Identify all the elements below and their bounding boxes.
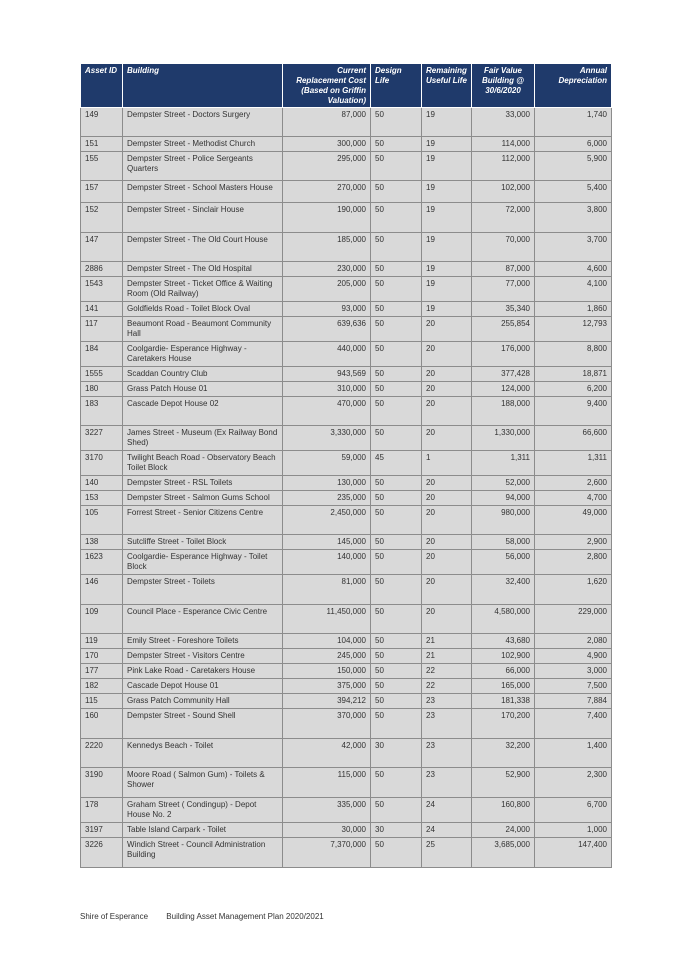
table-row <box>81 426 612 451</box>
cell-replacement-cost: 59,000 <box>283 451 371 476</box>
cell-remaining-life: 1 <box>422 451 472 476</box>
cell-fair-value: 170,200 <box>472 709 535 739</box>
cell-fair-value: 52,900 <box>472 768 535 798</box>
cell-design-life: 50 <box>371 108 422 137</box>
cell-building: Beaumont Road - Beaumont Community Hall <box>123 317 283 342</box>
cell-annual-depreciation: 5,900 <box>535 152 612 181</box>
cell-replacement-cost: 150,000 <box>283 664 371 679</box>
cell-annual-depreciation: 2,900 <box>535 535 612 550</box>
cell-design-life: 50 <box>371 535 422 550</box>
cell-replacement-cost: 145,000 <box>283 535 371 550</box>
col-header-building: Building <box>123 64 283 108</box>
cell-fair-value: 33,000 <box>472 108 535 137</box>
cell-replacement-cost: 205,000 <box>283 277 371 302</box>
cell-design-life: 50 <box>371 575 422 605</box>
cell-fair-value: 181,338 <box>472 694 535 709</box>
cell-asset-id: 141 <box>81 302 123 317</box>
table-row <box>81 302 612 317</box>
table-row <box>81 575 612 605</box>
table-row <box>81 506 612 535</box>
cell-design-life: 50 <box>371 768 422 798</box>
cell-building: Moore Road ( Salmon Gum) - Toilets & Shower <box>123 768 283 798</box>
cell-design-life: 50 <box>371 397 422 426</box>
cell-design-life: 45 <box>371 451 422 476</box>
cell-replacement-cost: 130,000 <box>283 476 371 491</box>
cell-asset-id: 140 <box>81 476 123 491</box>
cell-replacement-cost: 93,000 <box>283 302 371 317</box>
cell-remaining-life: 21 <box>422 649 472 664</box>
cell-remaining-life: 20 <box>422 535 472 550</box>
table-row <box>81 694 612 709</box>
cell-remaining-life: 24 <box>422 823 472 838</box>
cell-building: Scaddan Country Club <box>123 367 283 382</box>
cell-remaining-life: 19 <box>422 152 472 181</box>
cell-building: Goldfields Road - Toilet Block Oval <box>123 302 283 317</box>
table-row <box>81 535 612 550</box>
cell-remaining-life: 22 <box>422 664 472 679</box>
cell-asset-id: 160 <box>81 709 123 739</box>
cell-building: Table Island Carpark - Toilet <box>123 823 283 838</box>
table-row <box>81 476 612 491</box>
cell-remaining-life: 20 <box>422 426 472 451</box>
cell-replacement-cost: 87,000 <box>283 108 371 137</box>
table-row <box>81 317 612 342</box>
cell-design-life: 50 <box>371 506 422 535</box>
cell-remaining-life: 19 <box>422 181 472 203</box>
cell-annual-depreciation: 2,080 <box>535 634 612 649</box>
cell-remaining-life: 19 <box>422 203 472 233</box>
cell-building: Windich Street - Council Administration Building <box>123 838 283 868</box>
cell-design-life: 50 <box>371 634 422 649</box>
table-row <box>81 137 612 152</box>
cell-asset-id: 170 <box>81 649 123 664</box>
cell-design-life: 50 <box>371 277 422 302</box>
cell-annual-depreciation: 12,793 <box>535 317 612 342</box>
cell-design-life: 30 <box>371 739 422 768</box>
cell-design-life: 50 <box>371 317 422 342</box>
cell-annual-depreciation: 1,000 <box>535 823 612 838</box>
cell-design-life: 50 <box>371 476 422 491</box>
cell-replacement-cost: 115,000 <box>283 768 371 798</box>
cell-annual-depreciation: 1,400 <box>535 739 612 768</box>
cell-fair-value: 188,000 <box>472 397 535 426</box>
cell-asset-id: 180 <box>81 382 123 397</box>
cell-replacement-cost: 270,000 <box>283 181 371 203</box>
cell-building: Grass Patch Community Hall <box>123 694 283 709</box>
cell-design-life: 50 <box>371 302 422 317</box>
cell-building: Dempster Street - Sinclair House <box>123 203 283 233</box>
cell-replacement-cost: 7,370,000 <box>283 838 371 868</box>
col-header-asset-id: Asset ID <box>81 64 123 108</box>
cell-annual-depreciation: 7,500 <box>535 679 612 694</box>
cell-asset-id: 3190 <box>81 768 123 798</box>
cell-remaining-life: 20 <box>422 397 472 426</box>
cell-building: Sutcliffe Street - Toilet Block <box>123 535 283 550</box>
cell-replacement-cost: 235,000 <box>283 491 371 506</box>
cell-design-life: 50 <box>371 233 422 262</box>
cell-building: Grass Patch House 01 <box>123 382 283 397</box>
cell-asset-id: 138 <box>81 535 123 550</box>
cell-building: Council Place - Esperance Civic Centre <box>123 605 283 634</box>
cell-replacement-cost: 42,000 <box>283 739 371 768</box>
page-footer <box>80 912 324 921</box>
table-row <box>81 277 612 302</box>
cell-asset-id: 183 <box>81 397 123 426</box>
cell-fair-value: 32,200 <box>472 739 535 768</box>
cell-design-life: 50 <box>371 798 422 823</box>
cell-remaining-life: 20 <box>422 476 472 491</box>
cell-asset-id: 182 <box>81 679 123 694</box>
cell-remaining-life: 20 <box>422 550 472 575</box>
cell-remaining-life: 20 <box>422 342 472 367</box>
table-row <box>81 181 612 203</box>
cell-remaining-life: 21 <box>422 634 472 649</box>
cell-asset-id: 105 <box>81 506 123 535</box>
cell-building: Dempster Street - Doctors Surgery <box>123 108 283 137</box>
table-row <box>81 262 612 277</box>
cell-fair-value: 1,311 <box>472 451 535 476</box>
cell-asset-id: 115 <box>81 694 123 709</box>
cell-asset-id: 157 <box>81 181 123 203</box>
cell-replacement-cost: 440,000 <box>283 342 371 367</box>
cell-replacement-cost: 375,000 <box>283 679 371 694</box>
table-row <box>81 634 612 649</box>
cell-design-life: 50 <box>371 382 422 397</box>
cell-building: Dempster Street - Police Sergeants Quarters <box>123 152 283 181</box>
cell-design-life: 50 <box>371 137 422 152</box>
cell-remaining-life: 20 <box>422 506 472 535</box>
cell-annual-depreciation: 4,700 <box>535 491 612 506</box>
cell-building: Emily Street - Foreshore Toilets <box>123 634 283 649</box>
cell-replacement-cost: 104,000 <box>283 634 371 649</box>
cell-annual-depreciation: 6,200 <box>535 382 612 397</box>
cell-asset-id: 2220 <box>81 739 123 768</box>
cell-replacement-cost: 394,212 <box>283 694 371 709</box>
cell-asset-id: 149 <box>81 108 123 137</box>
cell-fair-value: 102,900 <box>472 649 535 664</box>
cell-replacement-cost: 30,000 <box>283 823 371 838</box>
cell-design-life: 50 <box>371 426 422 451</box>
cell-design-life: 50 <box>371 181 422 203</box>
cell-annual-depreciation: 2,800 <box>535 550 612 575</box>
cell-annual-depreciation: 4,900 <box>535 649 612 664</box>
cell-asset-id: 117 <box>81 317 123 342</box>
cell-replacement-cost: 295,000 <box>283 152 371 181</box>
cell-replacement-cost: 335,000 <box>283 798 371 823</box>
cell-asset-id: 177 <box>81 664 123 679</box>
cell-design-life: 50 <box>371 649 422 664</box>
cell-remaining-life: 23 <box>422 709 472 739</box>
cell-design-life: 50 <box>371 491 422 506</box>
cell-annual-depreciation: 9,400 <box>535 397 612 426</box>
cell-remaining-life: 19 <box>422 302 472 317</box>
cell-replacement-cost: 310,000 <box>283 382 371 397</box>
table-row <box>81 739 612 768</box>
cell-remaining-life: 20 <box>422 367 472 382</box>
cell-remaining-life: 19 <box>422 108 472 137</box>
cell-building: Pink Lake Road - Caretakers House <box>123 664 283 679</box>
cell-building: Coolgardie- Esperance Highway - Caretakers House <box>123 342 283 367</box>
cell-annual-depreciation: 5,400 <box>535 181 612 203</box>
cell-annual-depreciation: 49,000 <box>535 506 612 535</box>
col-header-remaining-life: Remaining Useful Life <box>422 64 472 108</box>
cell-remaining-life: 23 <box>422 739 472 768</box>
cell-fair-value: 176,000 <box>472 342 535 367</box>
cell-replacement-cost: 140,000 <box>283 550 371 575</box>
cell-fair-value: 66,000 <box>472 664 535 679</box>
cell-fair-value: 112,000 <box>472 152 535 181</box>
cell-design-life: 50 <box>371 262 422 277</box>
cell-annual-depreciation: 6,700 <box>535 798 612 823</box>
cell-annual-depreciation: 2,300 <box>535 768 612 798</box>
cell-annual-depreciation: 6,000 <box>535 137 612 152</box>
cell-remaining-life: 20 <box>422 605 472 634</box>
cell-fair-value: 35,340 <box>472 302 535 317</box>
cell-fair-value: 72,000 <box>472 203 535 233</box>
table-body <box>81 108 612 868</box>
cell-annual-depreciation: 147,400 <box>535 838 612 868</box>
cell-fair-value: 87,000 <box>472 262 535 277</box>
table-row <box>81 768 612 798</box>
cell-fair-value: 94,000 <box>472 491 535 506</box>
cell-asset-id: 3226 <box>81 838 123 868</box>
cell-design-life: 50 <box>371 679 422 694</box>
cell-design-life: 50 <box>371 664 422 679</box>
cell-remaining-life: 23 <box>422 768 472 798</box>
cell-fair-value: 4,580,000 <box>472 605 535 634</box>
cell-fair-value: 114,000 <box>472 137 535 152</box>
table-row <box>81 367 612 382</box>
cell-design-life: 30 <box>371 823 422 838</box>
cell-building: Cascade Depot House 02 <box>123 397 283 426</box>
cell-annual-depreciation: 1,740 <box>535 108 612 137</box>
cell-asset-id: 1543 <box>81 277 123 302</box>
cell-asset-id: 178 <box>81 798 123 823</box>
cell-annual-depreciation: 66,600 <box>535 426 612 451</box>
col-header-replacement-cost: Current Replacement Cost (Based on Griffin Valuation) <box>283 64 371 108</box>
cell-design-life: 50 <box>371 838 422 868</box>
table-row <box>81 152 612 181</box>
table-row <box>81 397 612 426</box>
cell-asset-id: 3170 <box>81 451 123 476</box>
cell-annual-depreciation: 8,800 <box>535 342 612 367</box>
cell-design-life: 50 <box>371 709 422 739</box>
cell-fair-value: 56,000 <box>472 550 535 575</box>
cell-annual-depreciation: 1,620 <box>535 575 612 605</box>
cell-annual-depreciation: 3,000 <box>535 664 612 679</box>
cell-remaining-life: 19 <box>422 262 472 277</box>
cell-annual-depreciation: 229,000 <box>535 605 612 634</box>
cell-fair-value: 377,428 <box>472 367 535 382</box>
cell-replacement-cost: 300,000 <box>283 137 371 152</box>
table-row <box>81 342 612 367</box>
table-row <box>81 709 612 739</box>
cell-design-life: 50 <box>371 203 422 233</box>
cell-replacement-cost: 190,000 <box>283 203 371 233</box>
cell-building: Dempster Street - Visitors Centre <box>123 649 283 664</box>
cell-design-life: 50 <box>371 694 422 709</box>
table-row <box>81 108 612 137</box>
cell-remaining-life: 22 <box>422 679 472 694</box>
table-row <box>81 203 612 233</box>
asset-table <box>80 64 612 868</box>
cell-fair-value: 77,000 <box>472 277 535 302</box>
cell-replacement-cost: 245,000 <box>283 649 371 664</box>
cell-fair-value: 980,000 <box>472 506 535 535</box>
table-row <box>81 550 612 575</box>
table-row <box>81 798 612 823</box>
cell-building: Dempster Street - The Old Hospital <box>123 262 283 277</box>
cell-replacement-cost: 943,569 <box>283 367 371 382</box>
cell-annual-depreciation: 4,600 <box>535 262 612 277</box>
cell-fair-value: 160,800 <box>472 798 535 823</box>
cell-asset-id: 2886 <box>81 262 123 277</box>
cell-fair-value: 124,000 <box>472 382 535 397</box>
cell-annual-depreciation: 7,884 <box>535 694 612 709</box>
cell-building: Kennedys Beach - Toilet <box>123 739 283 768</box>
cell-remaining-life: 20 <box>422 575 472 605</box>
cell-building: Dempster Street - School Masters House <box>123 181 283 203</box>
footer-document-title: Building Asset Management Plan 2020/2021 <box>166 912 324 921</box>
cell-asset-id: 1623 <box>81 550 123 575</box>
cell-asset-id: 109 <box>81 605 123 634</box>
cell-building: Dempster Street - Sound Shell <box>123 709 283 739</box>
cell-fair-value: 255,854 <box>472 317 535 342</box>
cell-annual-depreciation: 1,311 <box>535 451 612 476</box>
cell-remaining-life: 19 <box>422 137 472 152</box>
cell-annual-depreciation: 2,600 <box>535 476 612 491</box>
cell-fair-value: 165,000 <box>472 679 535 694</box>
col-header-fair-value: Fair Value Building @ 30/6/2020 <box>472 64 535 108</box>
cell-building: Graham Street ( Condingup) - Depot House No. 2 <box>123 798 283 823</box>
cell-fair-value: 70,000 <box>472 233 535 262</box>
footer-org-name: Shire of Esperance <box>80 912 149 921</box>
cell-replacement-cost: 470,000 <box>283 397 371 426</box>
table-row <box>81 233 612 262</box>
cell-building: Dempster Street - Toilets <box>123 575 283 605</box>
table-row <box>81 605 612 634</box>
cell-design-life: 50 <box>371 605 422 634</box>
cell-replacement-cost: 2,450,000 <box>283 506 371 535</box>
table-row <box>81 382 612 397</box>
cell-building: Forrest Street - Senior Citizens Centre <box>123 506 283 535</box>
cell-fair-value: 1,330,000 <box>472 426 535 451</box>
cell-fair-value: 24,000 <box>472 823 535 838</box>
cell-remaining-life: 24 <box>422 798 472 823</box>
cell-replacement-cost: 81,000 <box>283 575 371 605</box>
cell-fair-value: 58,000 <box>472 535 535 550</box>
cell-design-life: 50 <box>371 152 422 181</box>
table-row <box>81 664 612 679</box>
table-header-row <box>81 64 612 108</box>
cell-remaining-life: 20 <box>422 491 472 506</box>
cell-remaining-life: 23 <box>422 694 472 709</box>
cell-design-life: 50 <box>371 342 422 367</box>
cell-building: Dempster Street - The Old Court House <box>123 233 283 262</box>
cell-design-life: 50 <box>371 367 422 382</box>
cell-remaining-life: 20 <box>422 382 472 397</box>
table-row <box>81 451 612 476</box>
col-header-annual-depreciation: Annual Depreciation <box>535 64 612 108</box>
cell-fair-value: 3,685,000 <box>472 838 535 868</box>
cell-asset-id: 184 <box>81 342 123 367</box>
cell-asset-id: 151 <box>81 137 123 152</box>
cell-replacement-cost: 11,450,000 <box>283 605 371 634</box>
cell-remaining-life: 20 <box>422 317 472 342</box>
cell-building: Cascade Depot House 01 <box>123 679 283 694</box>
cell-asset-id: 3227 <box>81 426 123 451</box>
table-row <box>81 823 612 838</box>
cell-fair-value: 32,400 <box>472 575 535 605</box>
cell-remaining-life: 19 <box>422 233 472 262</box>
cell-building: Coolgardie- Esperance Highway - Toilet Block <box>123 550 283 575</box>
cell-building: James Street - Museum (Ex Railway Bond Shed) <box>123 426 283 451</box>
col-header-design-life: Design Life <box>371 64 422 108</box>
cell-annual-depreciation: 3,800 <box>535 203 612 233</box>
cell-building: Twilight Beach Road - Observatory Beach Toilet Block <box>123 451 283 476</box>
cell-building: Dempster Street - Methodist Church <box>123 137 283 152</box>
cell-asset-id: 1555 <box>81 367 123 382</box>
table-row <box>81 649 612 664</box>
cell-remaining-life: 25 <box>422 838 472 868</box>
cell-design-life: 50 <box>371 550 422 575</box>
cell-asset-id: 3197 <box>81 823 123 838</box>
cell-annual-depreciation: 4,100 <box>535 277 612 302</box>
cell-remaining-life: 19 <box>422 277 472 302</box>
cell-asset-id: 119 <box>81 634 123 649</box>
cell-replacement-cost: 639,636 <box>283 317 371 342</box>
cell-replacement-cost: 3,330,000 <box>283 426 371 451</box>
cell-asset-id: 152 <box>81 203 123 233</box>
cell-replacement-cost: 370,000 <box>283 709 371 739</box>
cell-asset-id: 146 <box>81 575 123 605</box>
cell-building: Dempster Street - Ticket Office & Waiting Room (Old Railway) <box>123 277 283 302</box>
table-row <box>81 838 612 868</box>
table-row <box>81 679 612 694</box>
cell-annual-depreciation: 7,400 <box>535 709 612 739</box>
cell-replacement-cost: 185,000 <box>283 233 371 262</box>
cell-asset-id: 153 <box>81 491 123 506</box>
cell-fair-value: 43,680 <box>472 634 535 649</box>
cell-annual-depreciation: 1,860 <box>535 302 612 317</box>
cell-building: Dempster Street - RSL Toilets <box>123 476 283 491</box>
cell-fair-value: 52,000 <box>472 476 535 491</box>
cell-annual-depreciation: 3,700 <box>535 233 612 262</box>
table-row <box>81 491 612 506</box>
cell-building: Dempster Street - Salmon Gums School <box>123 491 283 506</box>
cell-asset-id: 155 <box>81 152 123 181</box>
cell-replacement-cost: 230,000 <box>283 262 371 277</box>
cell-asset-id: 147 <box>81 233 123 262</box>
cell-annual-depreciation: 18,871 <box>535 367 612 382</box>
cell-fair-value: 102,000 <box>472 181 535 203</box>
